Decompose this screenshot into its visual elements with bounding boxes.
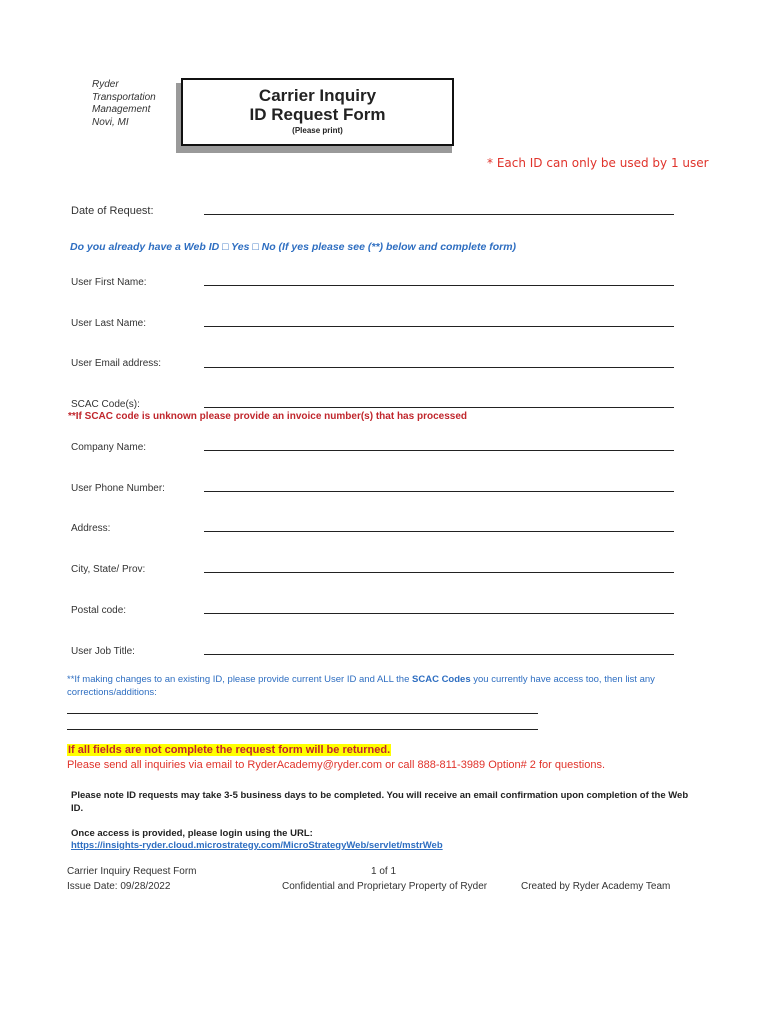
job-title-label: User Job Title: bbox=[71, 646, 135, 657]
corrections-line-1[interactable] bbox=[67, 713, 538, 714]
company-address bbox=[92, 79, 156, 129]
first-name-field[interactable] bbox=[204, 285, 674, 286]
form-title-line2: ID Request Form bbox=[249, 105, 386, 124]
address-field[interactable] bbox=[204, 531, 674, 532]
last-name-field[interactable] bbox=[204, 326, 674, 327]
city-label: City, State/ Prov: bbox=[71, 564, 146, 575]
scac-label: SCAC Code(s): bbox=[71, 399, 140, 410]
corrections-line-2[interactable] bbox=[67, 729, 538, 730]
postal-field[interactable] bbox=[204, 613, 674, 614]
form-title-line1: Carrier Inquiry bbox=[258, 86, 377, 105]
login-note: Once access is provided, please login using the URL: bbox=[71, 828, 313, 839]
web-id-question[interactable]: Do you already have a Web ID □ Yes □ No (If yes please see (**) below and complete form) bbox=[70, 241, 517, 253]
title-box bbox=[181, 78, 454, 146]
phone-field[interactable] bbox=[204, 491, 674, 492]
phone-label: User Phone Number: bbox=[71, 483, 165, 494]
scac-field[interactable] bbox=[204, 407, 674, 408]
changes-note-part2: you currently have access too, then list any corrections/additions: bbox=[67, 674, 655, 698]
date-label: Date of Request: bbox=[71, 205, 154, 217]
footer-confidential: Confidential and Proprietary Property of Ryder bbox=[282, 881, 488, 892]
processing-note: Please note ID requests may take 3-5 business days to be completed. You will receive an email confirmation upon completion of the Web ID. bbox=[71, 790, 689, 814]
last-name-label: User Last Name: bbox=[71, 318, 147, 329]
changes-note-part1: **If making changes to an existing ID, please provide current User ID and ALL the bbox=[67, 674, 413, 685]
form-title-note: (Please print) bbox=[292, 126, 343, 135]
company-label: Company Name: bbox=[71, 442, 147, 453]
postal-label: Postal code: bbox=[71, 605, 127, 616]
company-line: Transportation bbox=[92, 91, 156, 103]
address-label: Address: bbox=[71, 523, 111, 534]
first-name-label: User First Name: bbox=[71, 277, 147, 288]
company-line: Management bbox=[92, 104, 151, 115]
city-field[interactable] bbox=[204, 572, 674, 573]
footer-page-number: 1 of 1 bbox=[371, 866, 397, 877]
changes-note bbox=[67, 673, 707, 699]
changes-note-scac: SCAC Codes bbox=[412, 674, 471, 685]
login-url-link[interactable]: https://insights-ryder.cloud.microstrategy.com/MicroStrategyWeb/servlet/mstrWeb bbox=[71, 840, 443, 851]
date-field[interactable] bbox=[204, 214, 674, 215]
job-title-field[interactable] bbox=[204, 654, 674, 655]
scac-note: **If SCAC code is unknown please provide an invoice number(s) that has processed bbox=[68, 411, 467, 422]
one-user-notice: * Each ID can only be used by 1 user bbox=[487, 156, 709, 170]
footer-created-by: Created by Ryder Academy Team bbox=[521, 881, 671, 892]
send-inquiries-note: Please send all inquiries via email to RyderAcademy@ryder.com or call 888-811-3989 Option# 2 for questions. bbox=[67, 759, 606, 771]
email-label: User Email address: bbox=[71, 358, 162, 369]
company-line: Ryder bbox=[92, 79, 119, 90]
company-field[interactable] bbox=[204, 450, 674, 451]
footer-issue-date: Issue Date: 09/28/2022 bbox=[67, 881, 171, 892]
company-line: Novi, MI bbox=[92, 116, 129, 128]
incomplete-warning: If all fields are not complete the request form will be returned. bbox=[68, 744, 391, 756]
email-field[interactable] bbox=[204, 367, 674, 368]
footer-form-name: Carrier Inquiry Request Form bbox=[67, 866, 197, 877]
